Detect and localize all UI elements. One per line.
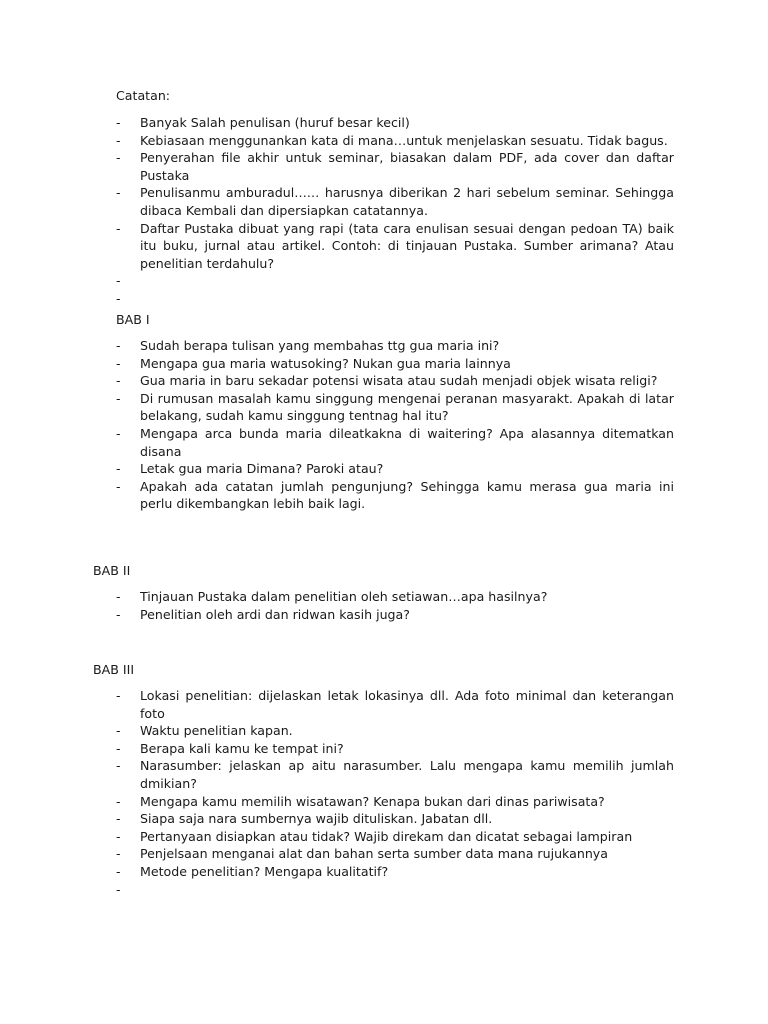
bullet-dash: - [116,723,121,739]
list-item [116,606,674,624]
list-item [116,337,674,355]
bab3-heading: BAB III [93,662,135,677]
bullet-dash: - [116,373,121,389]
list-item-text: Apakah ada catatan jumlah pengunjung? Sehingga kamu merasa gua maria ini perlu dikembangkan lebih baik lagi. [140,478,674,512]
bullet-dash: - [116,863,121,879]
bullet-dash: - [116,338,121,353]
list-item [116,863,674,881]
bullet-dash: - [116,740,121,756]
list-item [116,478,674,513]
list-item-text: Penelitian oleh ardi dan ridwan kasih juga? [140,606,410,622]
bullet-dash: - [116,793,121,809]
list-item-text: Daftar Pustaka dibuat yang rapi (tata cara enulisan sesuai dengan pedoan TA) baik itu buku, jurnal atau artikel. Contoh: di tinjauan Pustaka. Sumber arimana? Atau penelitian terdahulu? [140,220,674,271]
list-item-text: Metode penelitian? Mengapa kualitatif? [140,863,389,879]
bullet-dash: - [116,290,121,306]
bullet-dash: - [116,425,121,441]
list-item [116,687,674,722]
list-item-text: Lokasi penelitian: dijelaskan letak lokasinya dll. Ada foto minimal dan keterangan foto [140,688,674,721]
list-item [116,425,674,460]
bullet-dash: - [116,846,121,862]
list-item [116,272,674,290]
bullet-dash: - [116,606,121,622]
list-item [116,828,674,846]
list-item-text: Tinjauan Pustaka dalam penelitian oleh setiawan…apa hasilnya? [140,589,548,604]
list-item-text: Siapa saja nara sumbernya wajib dituliskan. Jabatan dll. [140,811,493,827]
list-item-text: Kebiasaan menggunankan kata di mana…untuk menjelaskan sesuatu. Tidak bagus. [140,132,668,148]
list-item-text: Narasumber: jelaskan ap aitu narasumber. Lalu mengapa kamu memilih jumlah dmikian? [140,758,674,791]
list-item-text: Berapa kali kamu ke tempat ini? [140,740,344,756]
list-item-text: Di rumusan masalah kamu singgung mengenai peranan masyarakt. Apakah di latar belakang, sudah kamu singgung tentnag hal itu? [140,390,674,424]
list-item [116,132,674,150]
list-item-text: Penulisanmu amburadul…… harusnya diberikan 2 hari sebelum seminar. Sehingga dibaca Kembali dan dipersiapkan catatannya. [140,185,674,218]
list-item-text: Mengapa arca bunda maria dileatkakna di waitering? Apa alasannya ditematkan disana [140,425,674,459]
list-item [116,740,674,758]
bullet-dash: - [116,758,121,774]
list-item-text: Penjelsaan menganai alat dan bahan serta sumber data mana rujukannya [140,846,608,862]
bullet-dash: - [116,132,121,148]
bullet-dash: - [116,185,121,201]
bullet-dash: - [116,150,121,166]
list-item [116,149,674,184]
list-item-text: Penyerahan file akhir untuk seminar, biasakan dalam PDF, ada cover dan daftar Pustaka [140,150,674,183]
list-item [116,588,674,606]
list-item [116,290,674,308]
bullet-dash: - [116,881,121,897]
list-item-text: Gua maria in baru sekadar potensi wisata atau sudah menjadi objek wisata religi? [140,373,658,389]
bab1-list [116,337,674,513]
list-item [116,881,674,899]
bullet-dash: - [116,688,121,703]
list-item-text: Mengapa kamu memilih wisatawan? Kenapa bukan dari dinas pariwisata? [140,793,605,809]
catatan-heading: Catatan: [116,88,171,103]
bullet-dash: - [116,273,121,289]
bullet-dash: - [116,811,121,827]
list-item-text: Letak gua maria Dimana? Paroki atau? [140,461,384,477]
list-item [116,114,674,132]
list-item [116,722,674,740]
bullet-dash: - [116,115,121,130]
list-item-text: Waktu penelitian kapan. [140,723,293,739]
list-item [116,184,674,219]
list-item [116,355,674,373]
bullet-dash: - [116,390,121,406]
list-item [116,220,674,273]
bab2-heading: BAB II [93,563,131,578]
bullet-dash: - [116,220,121,236]
list-item [116,372,674,390]
catatan-list [116,114,674,308]
bab3-list [116,687,674,898]
list-item [116,845,674,863]
list-item [116,390,674,425]
bullet-dash: - [116,461,121,477]
bab1-heading: BAB I [116,312,150,327]
bullet-dash: - [116,478,121,494]
list-item [116,810,674,828]
list-item-text: Banyak Salah penulisan (huruf besar kecil) [140,115,410,130]
list-item [116,793,674,811]
bab2-list [116,588,674,623]
list-item-text: Pertanyaan disiapkan atau tidak? Wajib direkam dan dicatat sebagai lampiran [140,828,633,844]
bullet-dash: - [116,589,121,604]
list-item-text: Sudah berapa tulisan yang membahas ttg gua maria ini? [140,338,500,353]
bullet-dash: - [116,828,121,844]
bullet-dash: - [116,355,121,371]
list-item [116,757,674,792]
list-item-text: Mengapa gua maria watusoking? Nukan gua maria lainnya [140,355,511,371]
list-item [116,460,674,478]
